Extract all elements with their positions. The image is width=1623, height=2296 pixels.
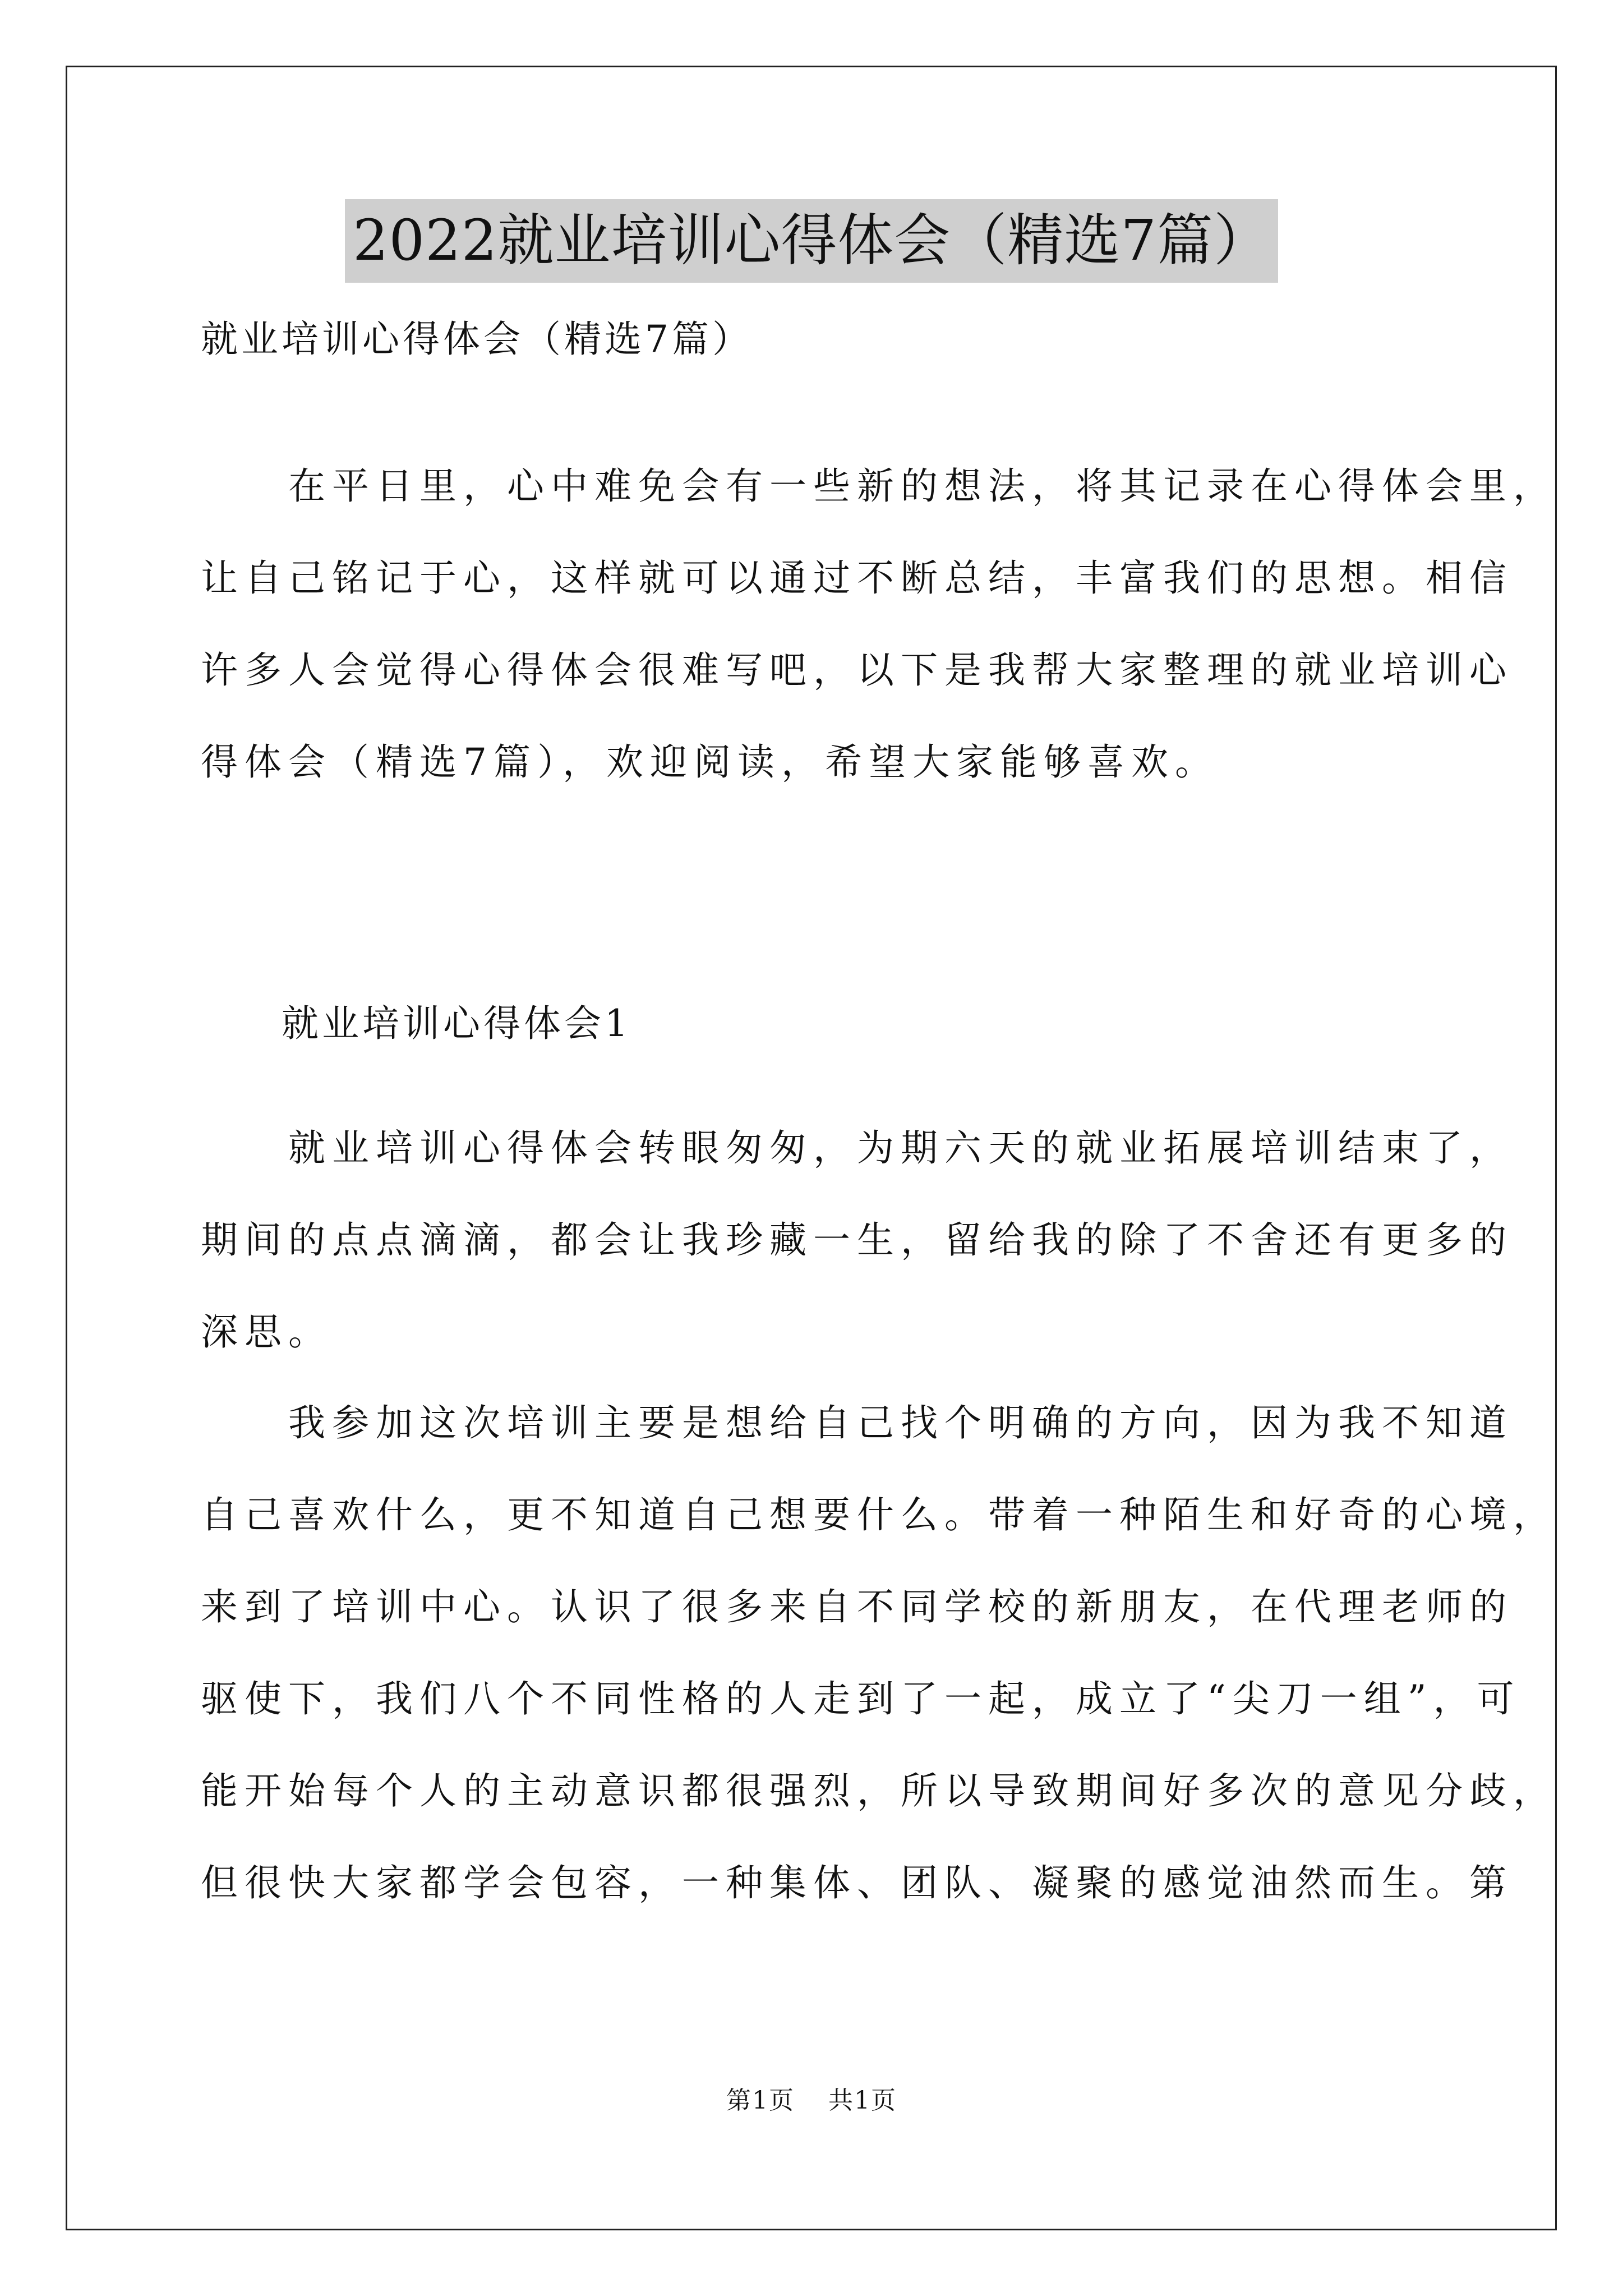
paragraph-line: 期间的点点滴滴，都会让我珍藏一生，留给我的除了不舍还有更多的 <box>201 1218 1513 1262</box>
paragraph-line: 但很快大家都学会包容，一种集体、团队、凝聚的感觉油然而生。第 <box>201 1861 1513 1904</box>
total-pages-label: 共1页 <box>828 2086 897 2115</box>
current-page-label: 第1页 <box>726 2086 795 2115</box>
paragraph-line: 驱使下，我们八个不同性格的人走到了一起，成立了“尖刀一组”，可 <box>201 1677 1521 1720</box>
paragraph-line: 我参加这次培训主要是想给自己找个明确的方向，因为我不知道 <box>201 1401 1513 1444</box>
intro-line: 许多人会觉得心得体会很难写吧，以下是我帮大家整理的就业培训心 <box>201 648 1513 692</box>
paragraph-line: 能开始每个人的主动意识都很强烈，所以导致期间好多次的意见分歧， <box>201 1769 1557 1812</box>
document-subtitle: 就业培训心得体会（精选7篇） <box>201 318 753 361</box>
paragraph-2 <box>201 1377 1557 1929</box>
intro-paragraph <box>201 440 1557 808</box>
document-title <box>0 199 1623 283</box>
paragraph-1 <box>201 1102 1513 1378</box>
page-footer <box>0 2084 1623 2118</box>
document-title-text: 2022就业培训心得体会（精选7篇） <box>345 199 1278 283</box>
paragraph-line: 深思。 <box>201 1310 332 1354</box>
intro-line: 在平日里，心中难免会有一些新的想法，将其记录在心得体会里， <box>201 464 1557 508</box>
paragraph-line: 来到了培训中心。认识了很多来自不同学校的新朋友，在代理老师的 <box>201 1585 1513 1628</box>
paragraph-line: 自己喜欢什么，更不知道自己想要什么。带着一种陌生和好奇的心境， <box>201 1493 1557 1536</box>
intro-line: 让自己铭记于心，这样就可以通过不断总结，丰富我们的思想。相信 <box>201 556 1513 600</box>
paragraph-line: 就业培训心得体会转眼匆匆，为期六天的就业拓展培训结束了， <box>201 1126 1513 1170</box>
intro-line: 得体会（精选7篇），欢迎阅读，希望大家能够喜欢。 <box>201 740 1219 784</box>
section-title: 就业培训心得体会1 <box>282 1002 631 1045</box>
